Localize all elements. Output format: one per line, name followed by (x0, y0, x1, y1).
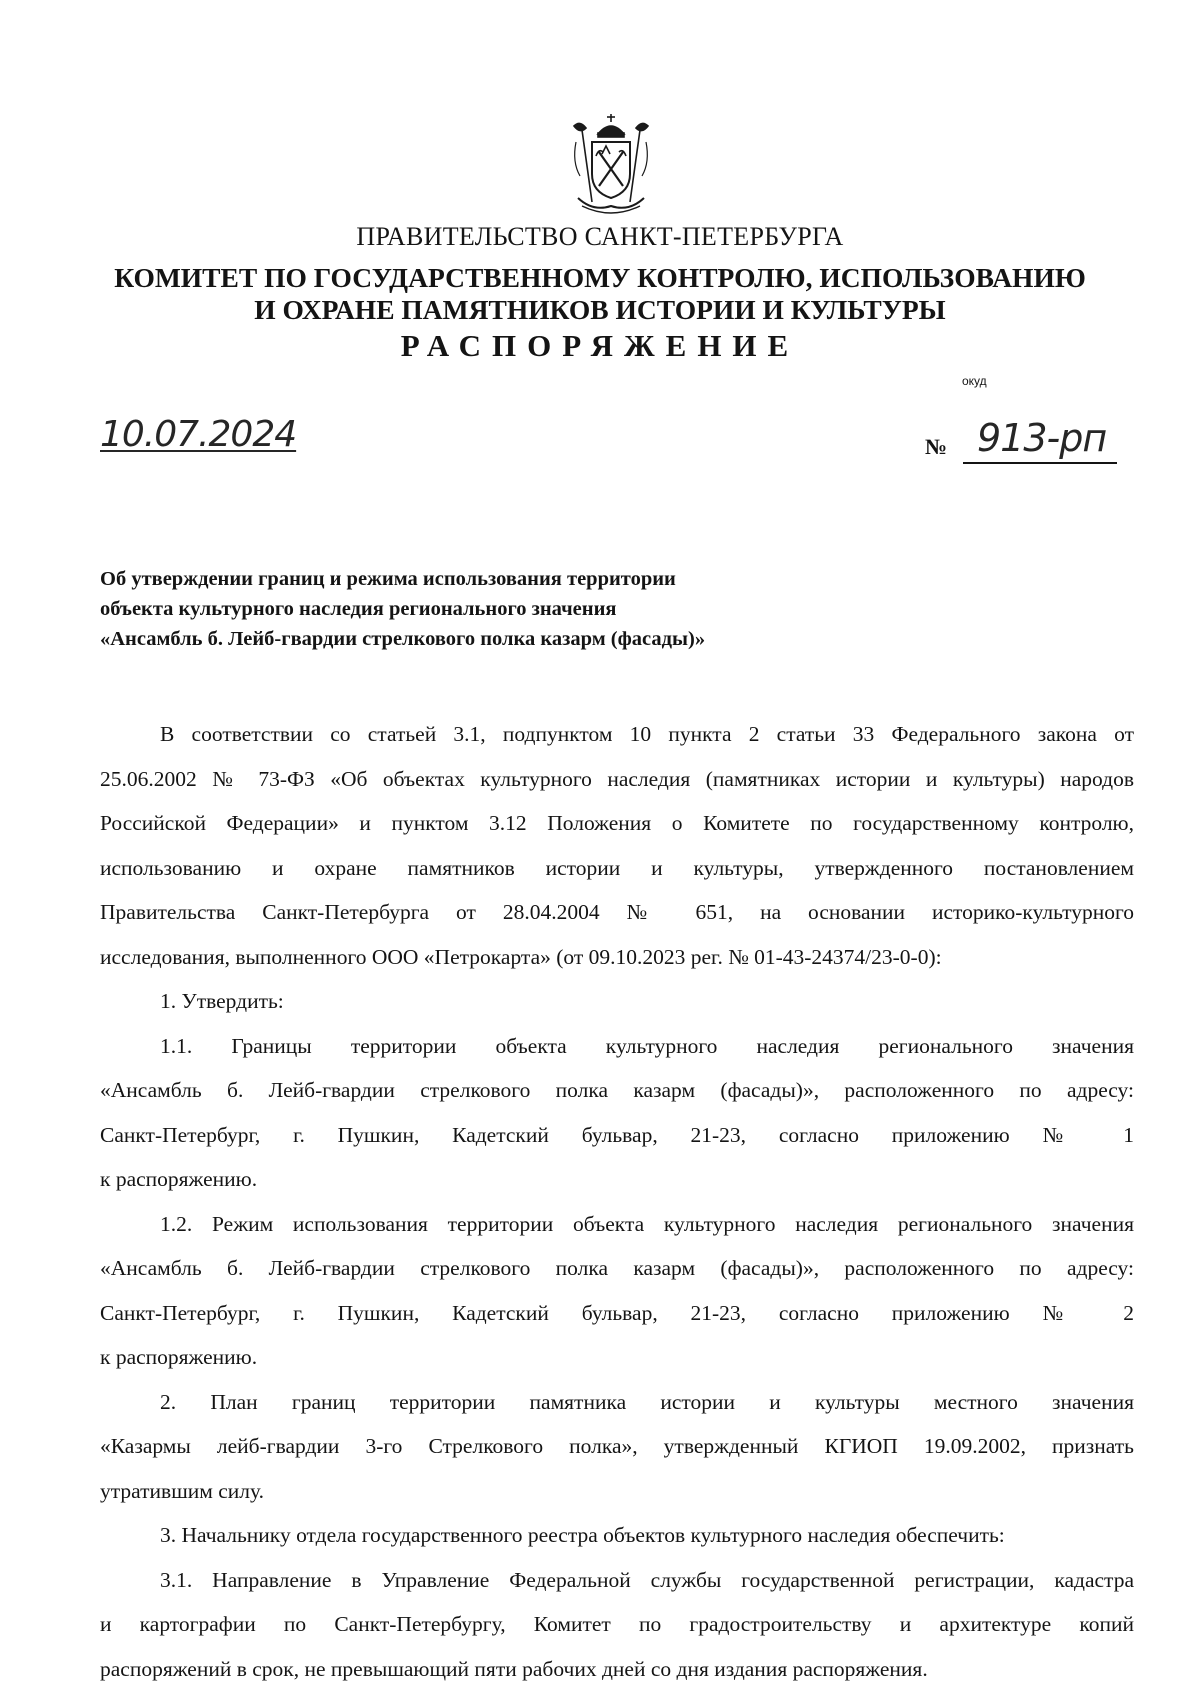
body-line: исследования, выполненного ООО «Петрокарта» (от 09.10.2023 рег. № 01-43-24374/23-0-0): (100, 944, 942, 969)
government-name: ПРАВИТЕЛЬСТВО САНКТ-ПЕТЕРБУРГА (356, 222, 844, 251)
body-line: распоряжений в срок, не превышающий пяти рабочих дней со дня издания распоряжения. (100, 1656, 928, 1681)
document-body (100, 712, 1134, 1691)
document-title (100, 564, 1000, 654)
committee-name-line-2: И ОХРАНЕ ПАМЯТНИКОВ ИСТОРИИ И КУЛЬТУРЫ (254, 294, 946, 325)
body-line: «Ансамбль б. Лейб-гвардии стрелкового полка казарм (фасады)», расположенного по адресу: (100, 1256, 1134, 1280)
body-line: Санкт-Петербург, г. Пушкин, Кадетский бульвар, 21-23, согласно приложению № 1 (100, 1122, 1134, 1147)
body-line: использованию и охране памятников истории и культуры, утвержденного постановлением (100, 855, 1134, 880)
okud-label: окуд (962, 374, 987, 388)
document-type: РАСПОРЯЖЕНИЕ (400, 328, 800, 363)
body-line: 2. План границ территории памятника истории и культуры местного значения (160, 1389, 1134, 1414)
body-line: 3. Начальнику отдела государственного реестра объектов культурного наследия обеспечить: (160, 1523, 1005, 1547)
body-line: 1.1. Границы территории объекта культурного наследия регионального значения (160, 1033, 1134, 1058)
title-line: «Ансамбль б. Лейб-гвардии стрелкового полка казарм (фасады)» (100, 628, 706, 650)
body-line: В соответствии со статьей 3.1, подпунктом 10 пункта 2 статьи 33 Федерального закона от (160, 722, 1134, 746)
body-line: «Казармы лейб-гвардии 3-го Стрелкового полка», утвержденный КГИОП 19.09.2002, признать (100, 1434, 1134, 1458)
body-line: Санкт-Петербург, г. Пушкин, Кадетский бульвар, 21-23, согласно приложению № 2 (100, 1300, 1134, 1325)
body-line: утратившим силу. (100, 1478, 264, 1503)
document-date: 10.07.2024 (100, 414, 297, 455)
body-line: к распоряжению. (100, 1167, 258, 1191)
body-line: Российской Федерации» и пунктом 3.12 Положения о Комитете по государственному контролю, (100, 811, 1134, 835)
saint-petersburg-coat-of-arms-icon (568, 112, 654, 216)
number-sign: № (925, 434, 948, 459)
body-line: 3.1. Направление в Управление Федеральной службы государственной регистрации, кадастра (160, 1567, 1134, 1592)
document-number (925, 416, 1117, 470)
committee-name-line-1: КОМИТЕТ ПО ГОСУДАРСТВЕННОМУ КОНТРОЛЮ, ИСПОЛЬЗОВАНИЮ (114, 262, 1086, 293)
title-line: Об утверждении границ и режима использования территории (100, 568, 676, 590)
body-line: 1.2. Режим использования территории объекта культурного наследия регионального значения (160, 1211, 1134, 1236)
body-line: к распоряжению. (100, 1345, 258, 1369)
body-line: 25.06.2002 № 73-ФЗ «Об объектах культурного наследия (памятниках истории и культуры) народов (100, 766, 1134, 791)
body-line: 1. Утвердить: (160, 989, 284, 1013)
body-line: и картографии по Санкт-Петербургу, Комитет по градостроительству и архитектуре копий (100, 1612, 1134, 1636)
title-line: объекта культурного наследия регионального значения (100, 598, 617, 620)
number-underline (963, 462, 1117, 464)
body-line: «Ансамбль б. Лейб-гвардии стрелкового полка казарм (фасады)», расположенного по адресу: (100, 1078, 1134, 1102)
body-line: Правительства Санкт-Петербурга от 28.04.2004 № 651, на основании историко-культурного (100, 900, 1134, 924)
number-value: 913-рп (977, 416, 1107, 460)
